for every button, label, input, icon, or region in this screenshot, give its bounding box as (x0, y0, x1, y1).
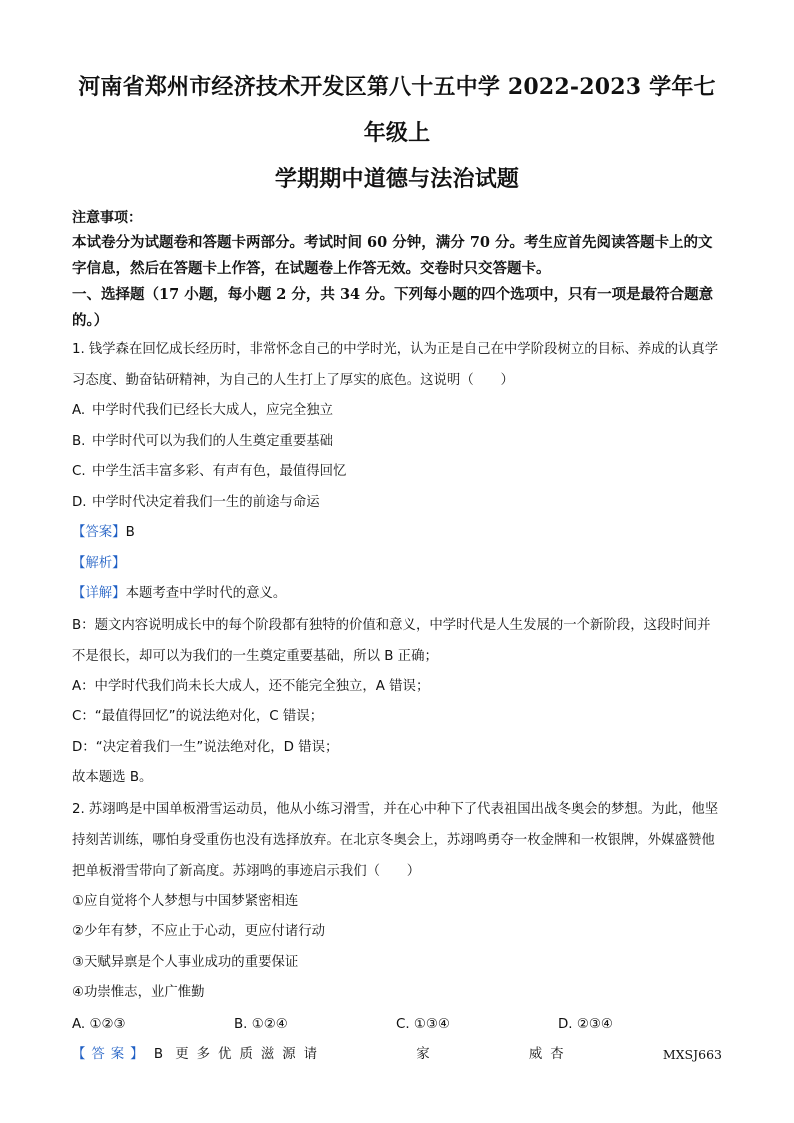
question-number: 2. (72, 801, 85, 817)
option-d: D. 中学时代决定着我们一生的前途与命运 (72, 494, 320, 510)
choice-c: C. ①③④ (396, 1016, 450, 1032)
detail-text: 本题考查中学时代的意义。 (125, 586, 287, 601)
analysis-line-a: A：中学时代我们尚未长大成人，还不能完全独立，A 错误； (72, 678, 430, 694)
footer-code: MXSJ663 (662, 1046, 722, 1062)
analysis-line-b: B：题文内容说明成长中的每个阶段都有独特的价值和意义，中学时代是人生发展的一个新阶段，这段时间并不是很长，却可以为我们的一生奠定重要基础，所以 B 正确； (72, 617, 711, 664)
analysis-line-c: C：“最值得回忆”的说法绝对化，C 错误； (72, 709, 324, 724)
section-heading: 一、选择题（17 小题，每小题 2 分，共 34 分。下列每小题的四个选项中，只有一项是最符合题意的。） (72, 286, 714, 329)
choice-row (72, 1009, 722, 1040)
answer-line (72, 518, 722, 549)
footer-promo-home: 家 (416, 1046, 438, 1062)
choice-d: D. ②③④ (558, 1016, 613, 1032)
notice-body: 本试卷分为试题卷和答题卡两部分。考试时间 60 分钟，满分 70 分。考生应首先阅读答题卡上的文字信息，然后在答题卡上作答，在试题卷上作答无效。交卷时只交答题卡。 (72, 234, 713, 277)
footer-answer-value: B (153, 1046, 172, 1062)
question-1-stem (72, 334, 722, 396)
footer-promo-name: 威杏 (528, 1046, 572, 1062)
answer-tag: 【答案】 (72, 525, 126, 540)
analysis-line (72, 549, 722, 580)
statement-4: ④功崇惟志，业广惟勤 (72, 985, 205, 1000)
question-text: 钱学森在回忆成长经历时，非常怀念自己的中学时光，认为正是自己在中学阶段树立的目标、养成的认真学习态度、勤奋钻研精神，为自己的人生打上了厚实的底色。这说明（ ） (72, 342, 719, 388)
choice-a: A. ①②③ (72, 1016, 126, 1032)
analysis-tag: 【解析】 (72, 555, 126, 571)
conclusion-line: 故本题选 B。 (72, 770, 153, 785)
option-b: B. 中学时代可以为我们的人生奠定重要基础 (72, 433, 334, 449)
footer-row (72, 1040, 722, 1070)
title-line-1: 河南省郑州市经济技术开发区第八十五中学 2022-2023 学年七年级上 (78, 74, 716, 146)
statement-3: ③天赋异禀是个人事业成功的重要保证 (72, 954, 299, 970)
analysis-line-d: D：“决定着我们一生”说法绝对化，D 错误； (72, 739, 339, 755)
question-text: 苏翊鸣是中国单板滑雪运动员，他从小练习滑雪，并在心中种下了代表祖国出战冬奥会的梦想。为此，他坚持刻苦训练，哪怕身受重伤也没有选择放弃。在北京冬奥会上，苏翊鸣勇夺一枚金牌和一枚银牌，外媒盛赞他把单板滑雪带向了新高度。苏翊鸣的事迹启示我们（ ） (72, 801, 719, 879)
choice-b: B. ①②④ (234, 1016, 288, 1032)
question-number: 1. (72, 342, 85, 357)
exam-page (72, 64, 722, 1070)
statement-1: ①应自觉将个人梦想与中国梦紧密相连 (72, 893, 299, 909)
option-a: A. 中学时代我们已经长大成人，应完全独立 (72, 403, 334, 418)
title-line-2: 学期期中道德与法治试题 (274, 166, 520, 192)
footer-answer (72, 1040, 325, 1070)
detail-tag: 【详解】 (72, 586, 126, 601)
footer-answer-tag: 【答案】 (72, 1046, 150, 1062)
statement-2: ②少年有梦，不应止于心动，更应付诸行动 (72, 924, 326, 939)
option-c: C. 中学生活丰富多彩、有声有色，最值得回忆 (72, 464, 347, 479)
page-title (72, 64, 722, 202)
notice-heading: 注意事项： (72, 210, 142, 226)
question-2-stem (72, 794, 722, 887)
detail-line (72, 579, 722, 610)
answer-value: B (125, 525, 135, 540)
footer-promo-text: 更多优质滋源请 (175, 1046, 326, 1062)
